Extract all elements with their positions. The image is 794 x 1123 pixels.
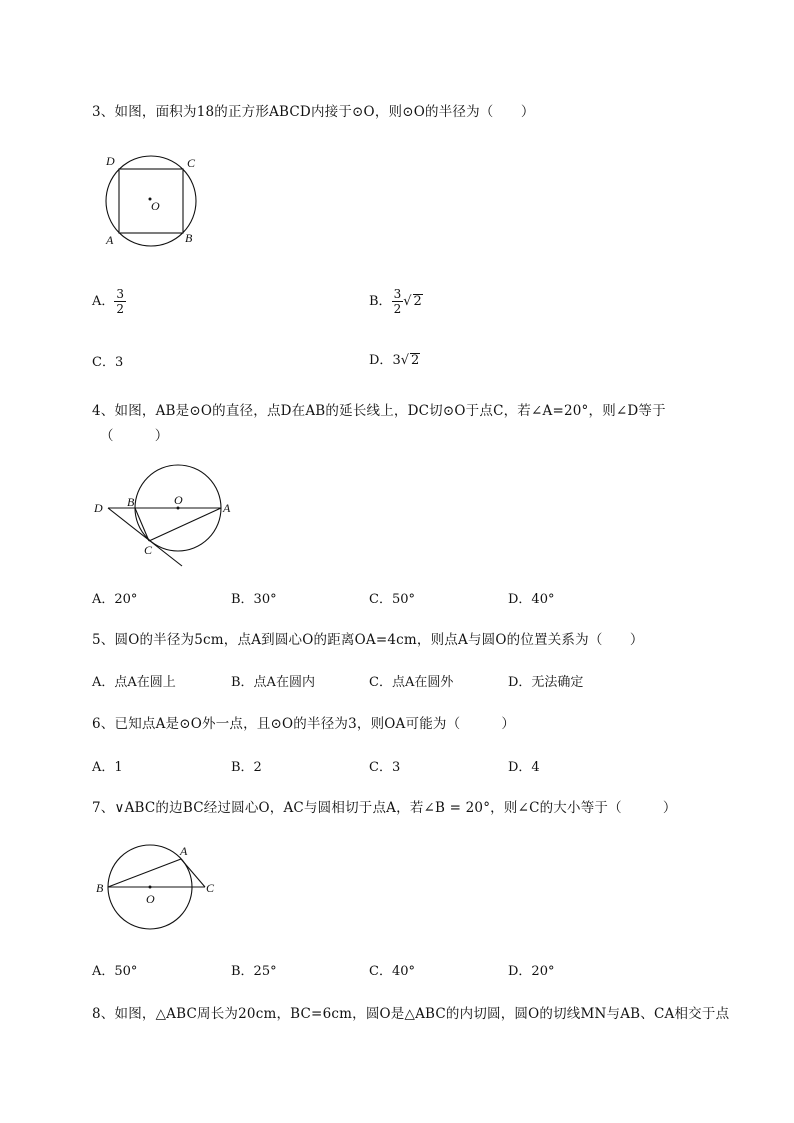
q4-stem-line2: （ ） <box>100 428 169 444</box>
q3-option-b-denominator: 2 <box>393 302 402 316</box>
q7-option-a[interactable]: A．50° <box>92 964 138 979</box>
q3-option-b-label: B． <box>369 294 392 309</box>
q7-option-d[interactable]: D．20° <box>508 964 555 979</box>
q3-option-b-radical-sign: √ <box>403 294 412 309</box>
q7-stem: 7、∨ABC的边BC经过圆心O，AC与圆相切于点A，若∠B = 20°，则∠C的大小等于（ ） <box>92 800 677 816</box>
q4-option-c[interactable]: C．50° <box>369 592 415 607</box>
q6-option-c[interactable]: C．3 <box>369 760 401 775</box>
q3-option-a-label: A． <box>92 294 115 309</box>
q7-option-c[interactable]: C．40° <box>369 964 415 979</box>
q3-option-d-label: D． <box>369 353 393 368</box>
q3-option-c[interactable]: C．3 <box>92 355 124 370</box>
q3-option-d[interactable] <box>369 349 420 368</box>
q4-option-a[interactable]: A．20° <box>92 592 138 607</box>
q5-option-d[interactable]: D．无法确定 <box>508 675 584 690</box>
q3-option-d-coefficient: 3 <box>392 353 401 368</box>
q4-option-b[interactable]: B．30° <box>231 592 277 607</box>
q3-option-a[interactable] <box>92 287 126 316</box>
q4-stem-line1: 4、如图，AB是⊙O的直径，点D在AB的延长线上，DC切⊙O于点C，若∠A=20°，则∠D等于 <box>92 403 666 419</box>
q7-label-C: C <box>206 881 215 895</box>
q3-option-d-radicand: 2 <box>411 353 420 368</box>
q4-label-C: C <box>144 543 153 557</box>
q4-label-A: A <box>223 501 231 515</box>
q3-option-a-numerator: 3 <box>116 287 125 301</box>
q4-figure-tangent <box>90 460 250 575</box>
q3-option-b[interactable] <box>369 287 423 316</box>
q3-stem: 3、如图，面积为18的正方形ABCD内接于⊙O，则⊙O的半径为（ ） <box>92 104 535 120</box>
q7-label-B: B <box>96 881 104 895</box>
q6-option-d[interactable]: D．4 <box>508 760 540 775</box>
q7-option-b[interactable]: B．25° <box>231 964 277 979</box>
q5-stem: 5、圆O的半径为5cm，点A到圆心O的距离OA=4cm，则点A与圆O的位置关系为（ ） <box>92 632 644 648</box>
q4-label-D: D <box>94 501 103 515</box>
q6-option-b[interactable]: B．2 <box>231 760 262 775</box>
q4-label-B: B <box>127 495 135 509</box>
q7-label-A: A <box>180 844 188 858</box>
q3-option-b-radicand: 2 <box>413 294 422 309</box>
q8-stem: 8、如图，△ABC周长为20cm，BC=6cm，圆O是△ABC的内切圆，圆O的切线MN与AB、CA相交于点 <box>92 1006 730 1022</box>
q3-option-b-numerator: 3 <box>393 287 402 301</box>
q3-figure-circle-square <box>98 150 208 250</box>
q5-option-c[interactable]: C．点A在圆外 <box>369 675 454 690</box>
q3-label-C: C <box>187 156 196 170</box>
q5-option-a[interactable]: A．点A在圆上 <box>92 675 176 690</box>
q6-option-a[interactable]: A．1 <box>92 760 123 775</box>
q3-option-d-radical-sign: √ <box>400 353 410 368</box>
q3-option-b-fraction <box>392 287 404 316</box>
q3-option-a-fraction <box>114 287 126 316</box>
q3-label-O: O <box>151 199 160 213</box>
q3-label-A: A <box>106 233 114 247</box>
q3-option-a-denominator: 2 <box>116 302 125 316</box>
q6-stem: 6、已知点A是⊙O外一点，且⊙O的半径为3，则OA可能为（ ） <box>92 716 516 732</box>
q7-figure-tangent-triangle <box>92 835 227 935</box>
q4-label-O: O <box>174 493 183 507</box>
q4-option-d[interactable]: D．40° <box>508 592 555 607</box>
q3-label-B: B <box>185 231 193 245</box>
q7-label-O: O <box>146 892 155 906</box>
q3-label-D: D <box>106 154 115 168</box>
q5-option-b[interactable]: B．点A在圆内 <box>231 675 315 690</box>
